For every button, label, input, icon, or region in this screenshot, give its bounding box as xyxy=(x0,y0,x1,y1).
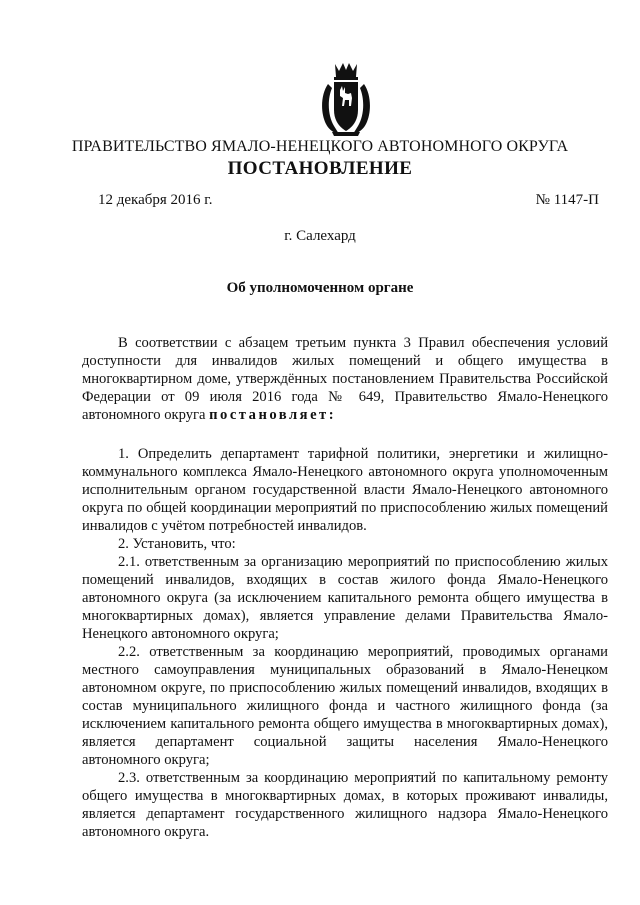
paragraph-2-2: 2.2. ответственным за координацию мероприятий, проводимых органами местного самоуправления муниципальных образований в Ямало-Ненецком автономном округе, по приспособлению жилых помещений инвалидов, входящих в состав муниципального жилищного фонда и частного жилищного фонда (за исключением капитального ремонта общего имущества в многоквартирных домах), является департамент социальной защиты населения Ямало-Ненецкого автономного округа; xyxy=(82,644,608,768)
document-number: № 1147-П xyxy=(535,192,599,208)
preamble-paragraph xyxy=(82,334,608,424)
preamble xyxy=(82,334,608,424)
preamble-verb: постановляет: xyxy=(209,407,337,423)
resolution-body xyxy=(82,445,608,841)
paragraph-2-3: 2.3. ответственным за координацию мероприятий по капитальному ремонту общего имущества в многоквартирных домах, в которых проживают инвалиды, является департамент государственного жилищного надзора Ямало-Ненецкого автономного округа. xyxy=(82,770,608,840)
paragraph-1: 1. Определить департамент тарифной политики, энергетики и жилищно-коммунального комплекса Ямало-Ненецкого автономного округа уполномоченным исполнительным органом государственной власти Ямало-Ненецкого автономного округа по общей координации мероприятий по приспособлению жилых помещений инвалидов с учётом потребностей инвалидов. xyxy=(82,446,608,534)
paragraph-2-1: 2.1. ответственным за организацию мероприятий по приспособлению жилых помещений инвалидов, входящих в состав жилого фонда Ямало-Ненецкого автономного округа (за исключением капитального ремонта общего имущества в многоквартирных домах), является управление делами Правительства Ямало-Ненецкого автономного округа; xyxy=(82,554,608,642)
document-city: г. Салехард xyxy=(284,228,356,244)
document-title: Об уполномоченном органе xyxy=(226,280,414,296)
document-date: 12 декабря 2016 г. xyxy=(98,192,213,208)
preamble-text: В соответствии с абзацем третьим пункта 3 Правил обеспечения условий доступности для инвалидов жилых помещений и общего имущества в многоквартирном доме, утверждённых постановлением Правительства Российской Федерации от 09 июля 2016 года № 649, Правительство Ямало-Ненецкого автономного округа xyxy=(82,335,608,423)
organization-name: ПРАВИТЕЛЬСТВО ЯМАЛО-НЕНЕЦКОГО АВТОНОМНОГО ОКРУГА xyxy=(71,138,569,155)
yamal-nenets-coat-of-arms-icon xyxy=(318,60,374,138)
paragraph-2: 2. Установить, что: xyxy=(118,536,236,552)
document-type: ПОСТАНОВЛЕНИЕ xyxy=(227,158,413,179)
